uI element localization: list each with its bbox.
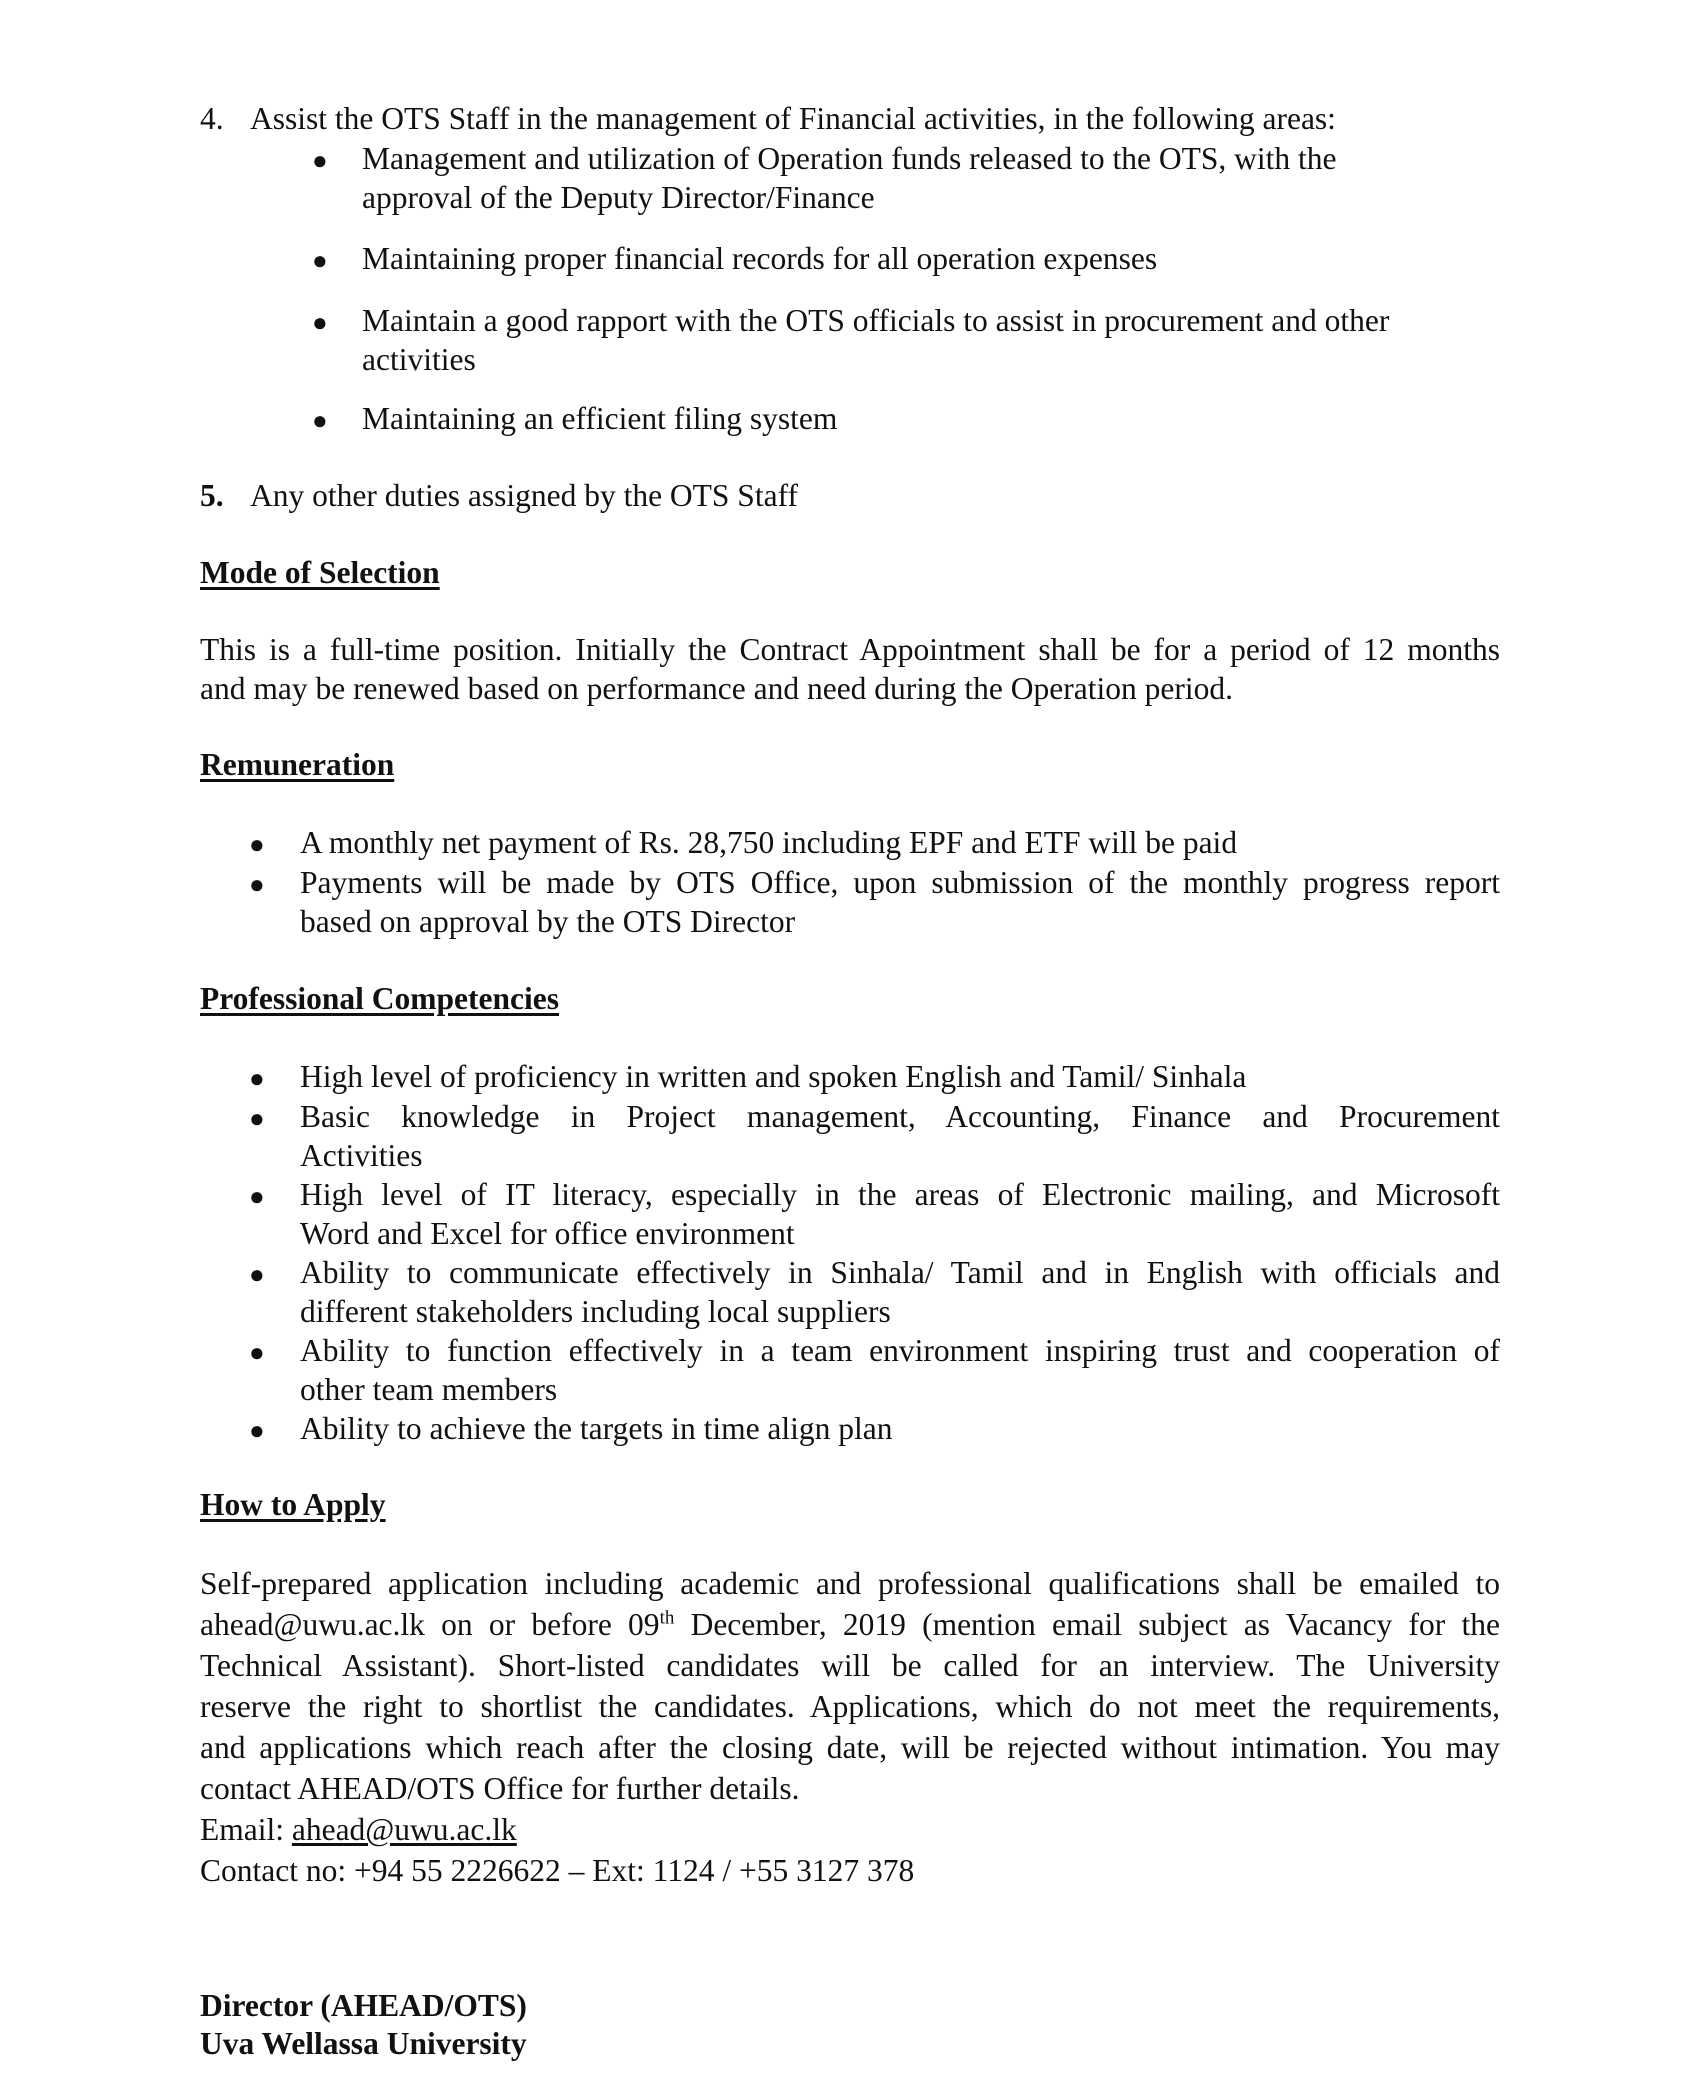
paragraph-line: and applications which reach after the closing date, will be rejected without intimation. You may bbox=[200, 1730, 1500, 1765]
mode-of-selection-paragraph bbox=[200, 631, 1500, 708]
list-item-line: Activities bbox=[300, 1137, 423, 1173]
bullet-icon: ● bbox=[312, 406, 328, 435]
bullet-icon: ● bbox=[249, 1064, 265, 1093]
email-label: Email: bbox=[200, 1812, 292, 1847]
duty-item-text: Assist the OTS Staff in the management of Financial activities, in the following areas: bbox=[250, 101, 1336, 136]
bullet-icon: ● bbox=[312, 146, 328, 175]
bullet-icon: ● bbox=[249, 1260, 265, 1289]
list-item bbox=[300, 1176, 1500, 1253]
duty-item-text: Any other duties assigned by the OTS Staff bbox=[250, 478, 798, 513]
ordinal-suffix: th bbox=[659, 1607, 675, 1629]
contact-line: Contact no: +94 55 2226622 – Ext: 1124 / +55 3127 378 bbox=[200, 1853, 915, 1888]
list-item-line: activities bbox=[362, 341, 476, 377]
list-item bbox=[362, 240, 1512, 279]
paragraph-line: Technical Assistant). Short-listed candidates will be called for an interview. The University bbox=[200, 1648, 1500, 1683]
paragraph-line: This is a full-time position. Initially the Contract Appointment shall be for a period of 12 months bbox=[200, 632, 1500, 667]
list-item-line: Maintaining proper financial records for all operation expenses bbox=[362, 241, 1158, 276]
bullet-icon: ● bbox=[249, 1416, 265, 1445]
list-item-line: A monthly net payment of Rs. 28,750 including EPF and ETF will be paid bbox=[300, 825, 1238, 860]
paragraph-line: contact AHEAD/OTS Office for further details. bbox=[200, 1771, 800, 1806]
section-heading-professional-competencies: Professional Competencies bbox=[200, 981, 559, 1016]
list-item-line: Management and utilization of Operation funds released to the OTS, with the bbox=[362, 141, 1337, 176]
bullet-icon: ● bbox=[312, 246, 328, 275]
bullet-icon: ● bbox=[249, 1338, 265, 1367]
bullet-icon: ● bbox=[249, 1104, 265, 1133]
section-heading-how-to-apply: How to Apply bbox=[200, 1487, 386, 1522]
list-number: 5. bbox=[200, 478, 224, 513]
list-item-line: Maintaining an efficient filing system bbox=[362, 401, 838, 436]
paragraph-line: Self-prepared application including academic and professional qualifications shall be emailed to bbox=[200, 1566, 1500, 1601]
list-item bbox=[362, 302, 1512, 379]
list-item-line: based on approval by the OTS Director bbox=[300, 903, 796, 939]
list-item-line: other team members bbox=[300, 1371, 558, 1407]
list-item-line: Ability to communicate effectively in Sinhala/ Tamil and in English with officials and bbox=[300, 1255, 1500, 1290]
list-item bbox=[300, 1254, 1500, 1331]
list-item bbox=[362, 400, 1512, 439]
list-item-line: Payments will be made by OTS Office, upon submission of the monthly progress report bbox=[300, 865, 1500, 900]
signature-title: Director (AHEAD/OTS) bbox=[200, 1988, 527, 2023]
email-link[interactable]: ahead@uwu.ac.lk bbox=[291, 1812, 517, 1847]
list-item bbox=[300, 824, 1500, 863]
list-item bbox=[300, 1410, 1500, 1449]
list-item bbox=[300, 1332, 1500, 1409]
paragraph-line: ahead@uwu.ac.lk on or before 09th December, 2019 (mention email subject as Vacancy for the bbox=[200, 1607, 1500, 1642]
section-heading-remuneration: Remuneration bbox=[200, 747, 395, 782]
list-item-line: High level of IT literacy, especially in the areas of Electronic mailing, and Microsoft bbox=[300, 1177, 1500, 1212]
paragraph-line: reserve the right to shortlist the candidates. Applications, which do not meet the requirements, bbox=[200, 1689, 1500, 1724]
email-line bbox=[200, 1809, 1500, 1850]
bullet-icon: ● bbox=[249, 830, 265, 859]
list-item-line: Word and Excel for office environment bbox=[300, 1215, 795, 1251]
paragraph-line: and may be renewed based on performance and need during the Operation period. bbox=[200, 670, 1233, 706]
list-item-line: Ability to achieve the targets in time align plan bbox=[300, 1411, 893, 1446]
signature-organization: Uva Wellassa University bbox=[200, 2026, 527, 2061]
list-number: 4. bbox=[200, 101, 224, 136]
section-heading-mode-of-selection: Mode of Selection bbox=[200, 555, 440, 590]
list-item-line: Maintain a good rapport with the OTS officials to assist in procurement and other bbox=[362, 303, 1390, 338]
list-item-line: approval of the Deputy Director/Finance bbox=[362, 179, 875, 215]
bullet-icon: ● bbox=[312, 308, 328, 337]
list-item-line: High level of proficiency in written and spoken English and Tamil/ Sinhala bbox=[300, 1059, 1247, 1094]
bullet-icon: ● bbox=[249, 1182, 265, 1211]
list-item bbox=[300, 864, 1500, 941]
list-item-line: Basic knowledge in Project management, Accounting, Finance and Procurement bbox=[300, 1099, 1500, 1134]
list-item bbox=[300, 1058, 1500, 1097]
list-item-line: different stakeholders including local suppliers bbox=[300, 1293, 891, 1329]
list-item bbox=[300, 1098, 1500, 1175]
bullet-icon: ● bbox=[249, 870, 265, 899]
list-item bbox=[362, 140, 1512, 217]
list-item-line: Ability to function effectively in a team environment inspiring trust and cooperation of bbox=[300, 1333, 1500, 1368]
how-to-apply-paragraph bbox=[200, 1563, 1500, 1891]
